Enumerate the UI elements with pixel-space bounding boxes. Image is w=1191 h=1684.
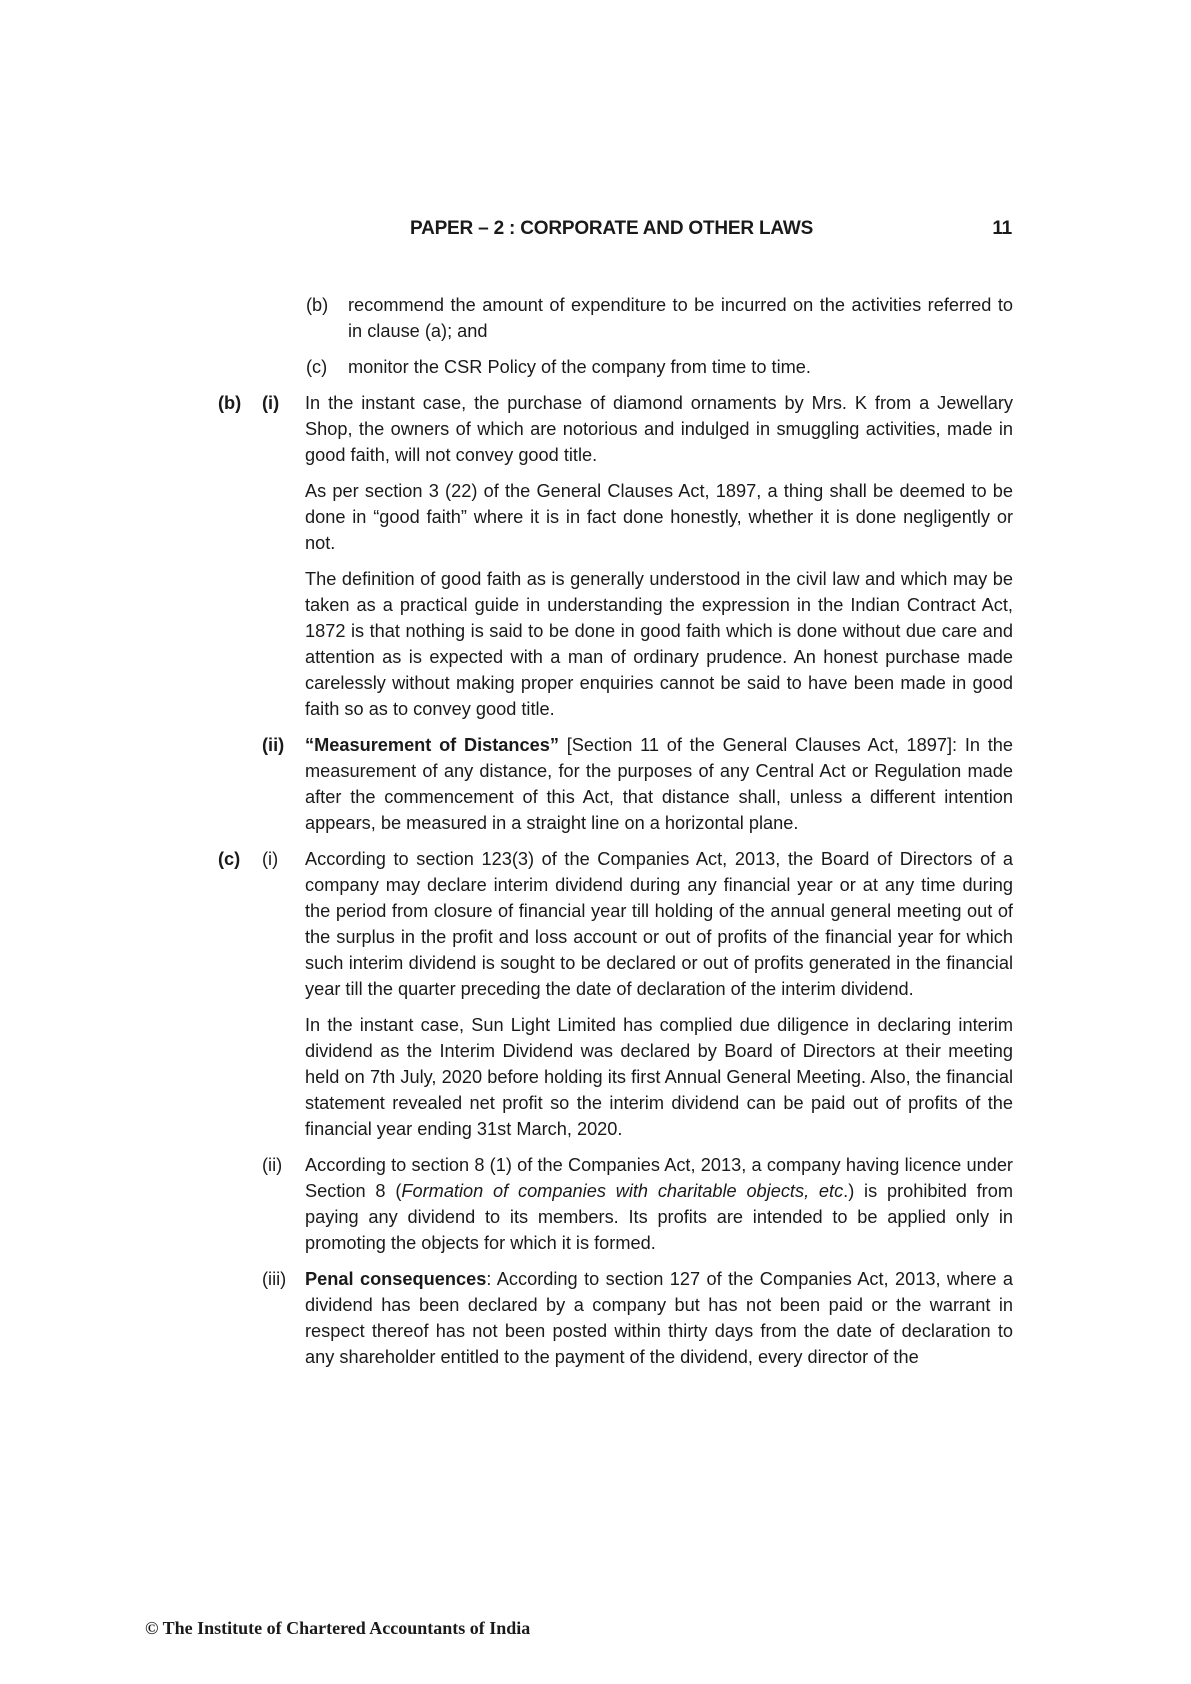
paragraph (305, 1266, 1013, 1370)
paragraph-text: .) is prohibited from paying any dividend to its members. Its profits are intended to be applied only in promoting the objects for which it is formed. (305, 1181, 1013, 1253)
paragraph: As per section 3 (22) of the General Clauses Act, 1897, a thing shall be deemed to be done in “good faith” where it is in fact done honestly, whether it is done negligently or not. (305, 481, 1013, 553)
answer-b-i-para-2 (0, 478, 1191, 556)
clause-c (0, 354, 1191, 380)
paragraph: In the instant case, Sun Light Limited has complied due diligence in declaring interim dividend as the Interim Dividend was declared by Board of Directors at their meeting held on 7th July, 2020 before holding its first Annual General Meeting. Also, the financial statement revealed net profit so the interim dividend can be paid out of profits of the financial year ending 31st March, 2020. (305, 1015, 1013, 1139)
part-label: (ii) (262, 1155, 283, 1175)
page-header (300, 218, 1012, 244)
paragraph: The definition of good faith as is generally understood in the civil law and which may be taken as a practical guide in understanding the expression in the Indian Contract Act, 1872 is that nothing is said to be done in good faith which is done without due care and attention as is expected with a man of ordinary prudence. An honest purchase made carelessly without making proper enquiries cannot be said to have been made in good faith so as to convey good title. (305, 569, 1013, 719)
answer-b-i (0, 390, 1191, 468)
paragraph-text: : According to section 127 of the Companies Act, 2013, where a dividend has been declared by a company but has not been paid or the warrant in respect thereof has not been posted within thirty days from the date of declaration to any shareholder entitled to the payment of the dividend, every director of the (305, 1269, 1013, 1367)
answer-c-i-para-2 (0, 1012, 1191, 1142)
answer-c-i (0, 846, 1191, 1002)
paragraph-text: [Section 11 of the General Clauses Act, 1897]: In the measurement of any distance, for the purposes of any Central Act or Regulation made after the commencement of this Act, that distance shall, unless a different intention appears, be measured in a straight line on a horizontal plane. (305, 735, 1013, 833)
answer-b-i-para-3 (0, 566, 1191, 722)
bold-heading: Penal consequences (305, 1269, 487, 1289)
answer-b-ii (0, 732, 1191, 836)
clause-label: (b) (306, 295, 329, 315)
paragraph: In the instant case, the purchase of diamond ornaments by Mrs. K from a Jewellary Shop, the owners of which are notorious and indulged in smuggling activities, made in good faith, will not convey good title. (305, 393, 1013, 465)
paragraph: recommend the amount of expenditure to be incurred on the activities referred to in clause (a); and (348, 295, 1013, 341)
paragraph: According to section 123(3) of the Companies Act, 2013, the Board of Directors of a company may declare interim dividend during any financial year or at any time during the period from closure of financial year till holding of the annual general meeting out of the surplus in the profit and loss account or out of profits of the financial year for which such interim dividend is sought to be declared or out of profits generated in the financial year till the quarter preceding the date of declaration of the interim dividend. (305, 849, 1013, 999)
bold-heading: “Measurement of Distances” (305, 735, 559, 755)
part-label: (ii) (262, 735, 285, 755)
paper-title: PAPER – 2 : CORPORATE AND OTHER LAWS (410, 218, 814, 239)
copyright-footer: © The Institute of Chartered Accountants of India (145, 1618, 531, 1638)
clause-label: (c) (306, 357, 328, 377)
paragraph (305, 732, 1013, 836)
page-number: 11 (992, 218, 1012, 239)
part-label: (i) (262, 393, 280, 413)
paragraph (305, 1152, 1013, 1256)
answer-c-iii (0, 1266, 1191, 1370)
answer-c-ii (0, 1152, 1191, 1256)
paragraph: monitor the CSR Policy of the company from time to time. (348, 357, 811, 377)
clause-b (0, 292, 1191, 344)
question-label: (b) (218, 393, 242, 413)
italic-text: Formation of companies with charitable objects, etc (401, 1181, 844, 1201)
question-label: (c) (218, 849, 241, 869)
part-label: (i) (262, 849, 279, 869)
document-body (0, 292, 1191, 1380)
part-label: (iii) (262, 1269, 287, 1289)
paragraph-text: According to section 8 (1) of the Companies Act, 2013, a company having licence under Section 8 ( (305, 1155, 1013, 1201)
